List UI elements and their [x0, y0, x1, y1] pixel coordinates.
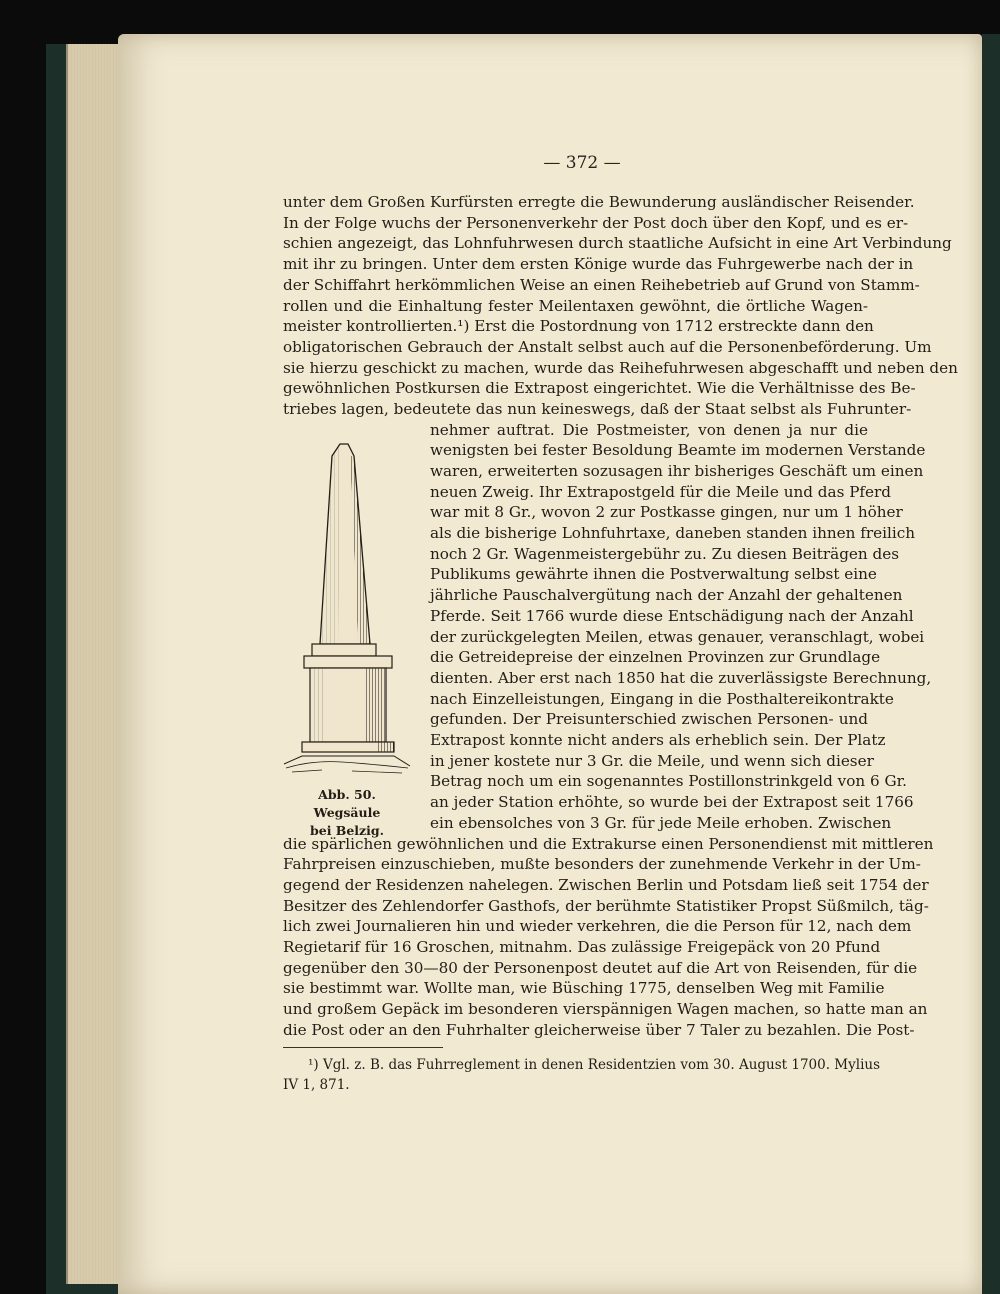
text-line: gefunden. Der Preisunterschied zwischen Personen- und	[430, 710, 868, 729]
text-line: neuen Zweig. Ihr Extrapostgeld für die Meile und das Pferd	[430, 482, 892, 501]
text-line: an jeder Station erhöhte, so wurde bei der Extrapost seit 1766	[430, 793, 914, 812]
text-line: jährliche Pauschalvergütung nach der Anzahl der gehaltenen	[430, 586, 903, 605]
obelisk-pedestal	[284, 644, 410, 773]
text-line: sie bestimmt war. Wollte man, wie Büsching 1775, denselben Weg mit Familie	[283, 979, 885, 998]
text-line: rollen und die Einhaltung fester Meilentaxen gewöhnt, die örtliche Wagen-	[283, 296, 868, 315]
obelisk-illustration	[282, 434, 412, 779]
text-line: Extrapost konnte nicht anders als erheblich sein. Der Platz	[430, 731, 886, 749]
text-line: Pferde. Seit 1766 wurde diese Entschädigung nach der Anzahl	[430, 606, 914, 625]
text-line: obligatorischen Gebrauch der Anstalt selbst auch auf die Personenbeförderung. Um	[283, 337, 932, 356]
text-line: die spärlichen gewöhnlichen und die Extrakurse einen Personendienst mit mittleren	[283, 834, 934, 853]
text-line: die Getreidepreise der einzelnen Provinzen zur Grundlage	[430, 648, 881, 667]
text-line: der Schiffahrt herkömmlichen Weise an einen Reihebetrieb auf Grund von Stamm-	[283, 275, 920, 294]
text-line: gegenüber den 30—80 der Personenpost deutet auf die Art von Reisenden, für die	[283, 958, 918, 977]
text-line: Regietarif für 16 Groschen, mitnahm. Das zulässige Freigepäck von 20 Pfund	[283, 938, 881, 956]
text-line: der zurückgelegten Meilen, etwas genauer, veranschlagt, wobei	[430, 627, 925, 646]
text-line: Publikums gewährte ihnen die Postverwaltung selbst eine	[430, 565, 877, 584]
text-line: noch 2 Gr. Wagenmeistergebühr zu. Zu diesen Beiträgen des	[430, 544, 900, 563]
text-line: und großem Gepäck im besonderen vierspännigen Wagen machen, so hatte man an	[283, 1000, 928, 1019]
text-line: in jener kostete nur 3 Gr. die Meile, und wenn sich dieser	[430, 751, 874, 770]
text-line: wenigsten bei fester Besoldung Beamte im modernen Verstande	[430, 441, 926, 460]
text-line: die Post oder an den Fuhrhalter gleicherweise über 7 Taler zu bezahlen. Die Post-	[283, 1020, 915, 1039]
text-line: Betrag noch um ein sogenanntes Postillonstrinkgeld von 6 Gr.	[430, 772, 908, 791]
text-line: Fahrpreisen einzuschieben, mußte besonders der zunehmende Verkehr in der Um-	[283, 855, 921, 874]
text-line: nach Einzelleistungen, Eingang in die Posthaltereikontrakte	[430, 689, 894, 708]
page-number: — 372 —	[543, 153, 621, 173]
wegsaeule-drawing	[282, 434, 412, 779]
obelisk-shaft	[320, 444, 370, 644]
figure-caption-title: Abb. 50. Wegsäule	[313, 787, 381, 820]
text-line: mit ihr zu bringen. Unter dem ersten Könige wurde das Fuhrgewerbe nach der in	[283, 255, 914, 274]
text-line: nehmer auftrat. Die Postmeister, von denen ja nur die	[430, 420, 868, 439]
text-line: schien angezeigt, das Lohnfuhrwesen durch staatliche Aufsicht in eine Art Verbindung	[283, 234, 952, 253]
text-line: lich zwei Journalieren hin und wieder verkehren, die die Person für 12, nach dem	[283, 917, 912, 936]
text-line: sie hierzu geschickt zu machen, wurde das Reihefuhrwesen abgeschafft und neben den	[283, 358, 958, 377]
text-line: gegend der Residenzen nahelegen. Zwischen Berlin und Potsdam ließ seit 1754 der	[283, 875, 929, 894]
text-line: In der Folge wuchs der Personenverkehr der Post doch über den Kopf, und es er-	[283, 213, 909, 232]
text-line: meister kontrollierten.¹) Erst die Postordnung von 1712 erstreckte dann den	[283, 317, 874, 336]
text-line: triebes lagen, bedeutete das nun keineswegs, daß der Staat selbst als Fuhrunter-	[283, 400, 912, 418]
footnote-line: IV 1, 871.	[283, 1077, 350, 1093]
text-line: Besitzer des Zehlendorfer Gasthofs, der berühmte Statistiker Propst Süßmilch, täg-	[283, 896, 929, 915]
text-line: als die bisherige Lohnfuhrtaxe, daneben standen ihnen freilich	[430, 524, 915, 542]
cover-right-edge	[982, 34, 1000, 1294]
figure-caption-location: bei Belzig.	[310, 823, 384, 838]
text-line: waren, erweiterten sozusagen ihr bisheriges Geschäft um einen	[430, 461, 924, 480]
text-line: war mit 8 Gr., wovon 2 zur Postkasse gingen, nur um 1 höher	[430, 503, 903, 522]
text-line: unter dem Großen Kurfürsten erregte die Bewunderung ausländischer Reisender.	[283, 193, 915, 211]
text-line: ein ebensolches von 3 Gr. für jede Meile erhoben. Zwischen	[430, 813, 892, 832]
footnote-line: ¹) Vgl. z. B. das Fuhrreglement in denen Residentzien vom 30. August 1700. Mylius	[308, 1057, 881, 1073]
footnote-rule	[283, 1047, 443, 1048]
text-line: gewöhnlichen Postkursen die Extrapost eingerichtet. Wie die Verhältnisse des Be-	[283, 379, 916, 398]
text-line: dienten. Aber erst nach 1850 hat die zuverlässigste Berechnung,	[430, 668, 932, 687]
figure-caption	[283, 786, 411, 840]
